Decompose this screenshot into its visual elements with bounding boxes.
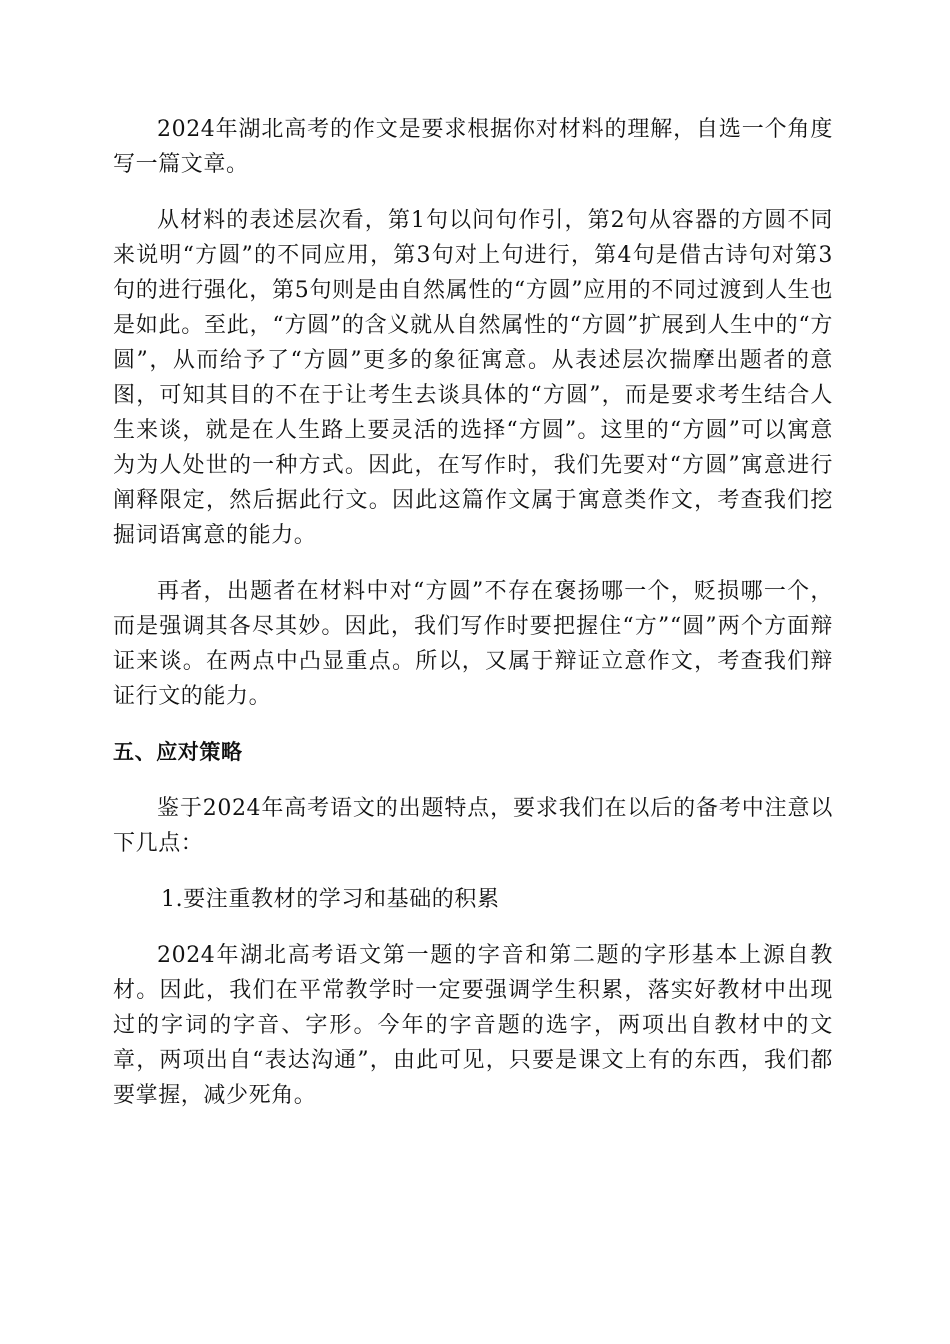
paragraph-dialectical-analysis: 再者，出题者在材料中对“方圆”不存在褒扬哪一个，贬损哪一个，而是强调其各尽其妙。因此，我们写作时要把握住“方”“圆”两个方面辩证来谈。在两点中凸显重点。所以，又属于辩证立意作文，考查我们辩证行文的能力。 <box>113 579 833 709</box>
paragraph-essay-requirement: 2024年湖北高考的作文是要求根据你对材料的理解，自选一个角度写一篇文章。 <box>113 117 833 177</box>
document-page <box>113 112 833 1134</box>
paragraph-point-1-body: 2024年湖北高考语文第一题的字音和第二题的字形基本上源自教材。因此，我们在平常教学时一定要强调学生积累，落实好教材中出现过的字词的字音、字形。今年的字音题的选字，两项出自教材中的文章，两项出自“表达沟通”，由此可见，只要是课文上有的东西，我们都要掌握，减少死角。 <box>113 943 833 1108</box>
paragraph-material-analysis: 从材料的表述层次看，第1句以问句作引，第2句从容器的方圆不同来说明“方圆”的不同应用，第3句对上句进行，第4句是借古诗句对第3句的进行强化，第5句则是由自然属性的“方圆”应用的不同过渡到人生也是如此。至此，“方圆”的含义就从自然属性的“方圆”扩展到人生中的“方圆”，从而给予了“方圆”更多的象征寓意。从表述层次揣摩出题者的意图，可知其目的不在于让考生去谈具体的“方圆”，而是要求考生结合人生来谈，就是在人生路上要灵活的选择“方圆”。这里的“方圆”可以寓意为为人处世的一种方式。因此，在写作时，我们先要对“方圆”寓意进行阐释限定，然后据此行文。因此这篇作文属于寓意类作文，考查我们挖掘词语寓意的能力。 <box>113 208 833 548</box>
point-1-title: 1.要注重教材的学习和基础的积累 <box>161 887 500 912</box>
paragraph-section-intro: 鉴于2024年高考语文的出题特点，要求我们在以后的备考中注意以下几点： <box>113 796 833 856</box>
section-heading: 五、应对策略 <box>113 740 243 764</box>
